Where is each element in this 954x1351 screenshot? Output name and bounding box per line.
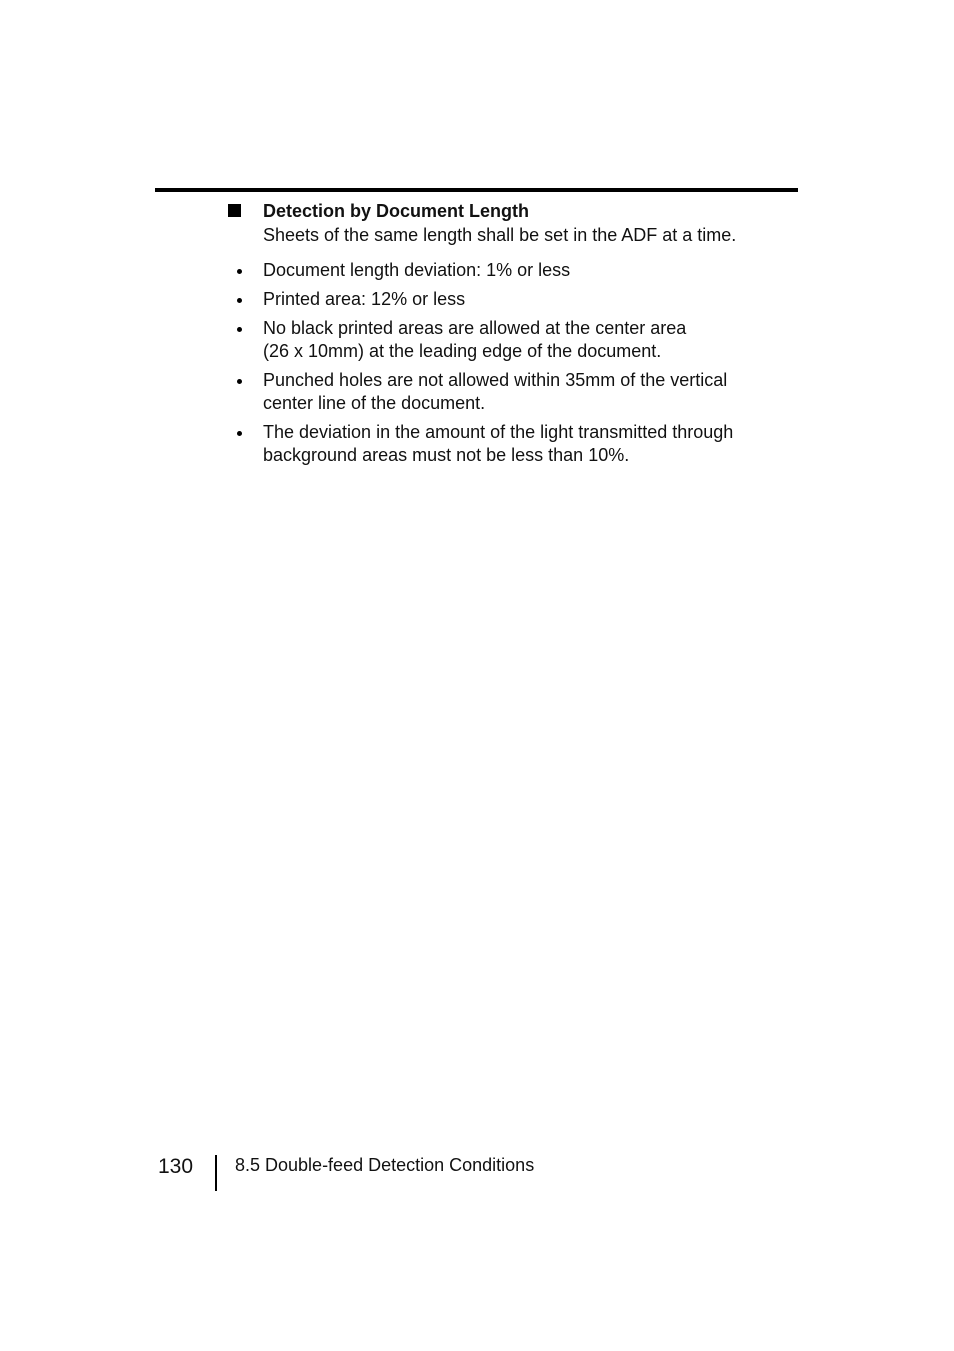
footer-section-title: 8.5 Double-feed Detection Conditions: [235, 1155, 535, 1175]
page-number: 130: [158, 1155, 194, 1178]
list-item-text: center line of the document.: [263, 393, 486, 413]
list-item-text: background areas must not be less than 10%.: [263, 445, 630, 465]
list-item-text: No black printed areas are allowed at the center area: [263, 318, 687, 338]
list-item: [226, 421, 806, 467]
list-item-text: Punched holes are not allowed within 35mm of the vertical: [263, 370, 728, 390]
bullet-dot-icon: [237, 298, 242, 303]
list-item: [226, 317, 806, 363]
list-item-text: Printed area: 12% or less: [263, 289, 466, 309]
bullet-dot-icon: [237, 431, 242, 436]
list-item: [226, 369, 806, 415]
section-heading: Detection by Document Length: [263, 201, 530, 221]
top-rule: [155, 188, 798, 192]
list-item-text: (26 x 10mm) at the leading edge of the document.: [263, 341, 662, 361]
list-item-text: The deviation in the amount of the light transmitted through: [263, 422, 734, 442]
footer-divider: [215, 1155, 217, 1191]
bullet-dot-icon: [237, 379, 242, 384]
bullet-dot-icon: [237, 269, 242, 274]
bullet-dot-icon: [237, 327, 242, 332]
condition-list: [226, 259, 806, 467]
section-intro: Sheets of the same length shall be set in the ADF at a time.: [263, 225, 737, 245]
square-bullet-icon: [228, 204, 241, 217]
list-item: [226, 259, 806, 282]
section-heading-row: [226, 198, 806, 224]
list-item: [226, 288, 806, 311]
detection-section: [226, 198, 806, 473]
list-item-text: Document length deviation: 1% or less: [263, 260, 571, 280]
